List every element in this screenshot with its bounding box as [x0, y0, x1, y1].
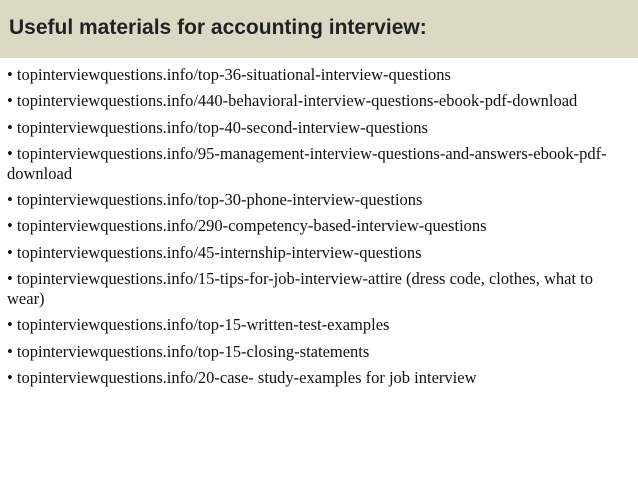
list-item: • topinterviewquestions.info/290-competency-based-interview-questions — [7, 216, 487, 236]
list-item: • topinterviewquestions.info/top-15-written-test-examples — [7, 315, 390, 335]
list-item: • topinterviewquestions.info/top-30-phone-interview-questions — [7, 190, 423, 210]
list-item: • topinterviewquestions.info/top-40-second-interview-questions — [7, 117, 428, 137]
list-item: • topinterviewquestions.info/top-36-situational-interview-questions — [7, 65, 451, 84]
title-banner — [0, 0, 638, 58]
slide-title: Useful materials for accounting interview: — [9, 16, 427, 39]
list-item: • topinterviewquestions.info/95-management-interview-questions-and-answers-ebook-pdf-download — [7, 143, 607, 183]
list-item: • topinterviewquestions.info/15-tips-for-job-interview-attire (dress code, clothes, what to wear) — [7, 269, 593, 309]
list-item: • topinterviewquestions.info/440-behavioral-interview-questions-ebook-pdf-download — [7, 91, 578, 111]
list-item: • topinterviewquestions.info/20-case- study-examples for job interview — [7, 367, 477, 387]
list-item: • topinterviewquestions.info/45-internship-interview-questions — [7, 242, 422, 262]
list-item: • topinterviewquestions.info/top-15-closing-statements — [7, 341, 370, 361]
resource-list — [7, 65, 632, 394]
